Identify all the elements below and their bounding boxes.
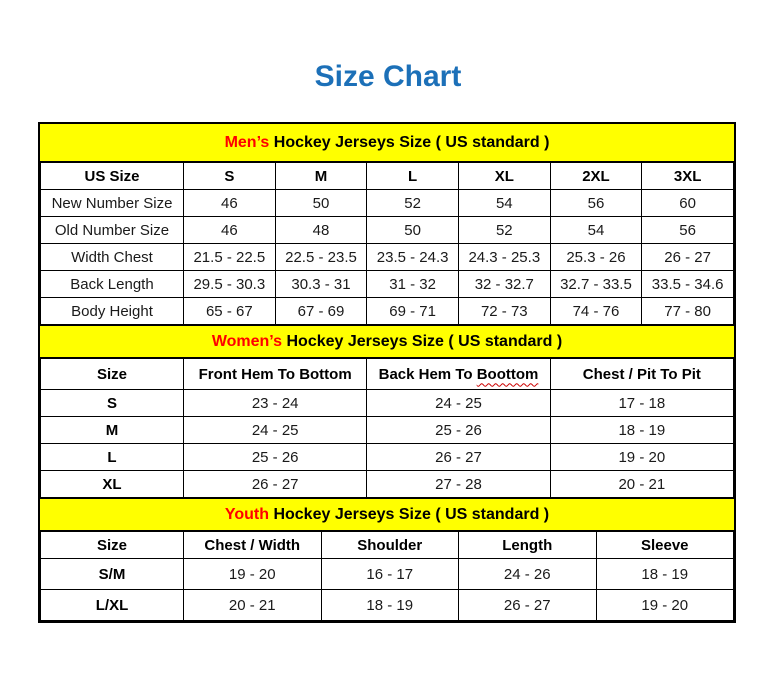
- womens-cell-value: 19 - 20: [550, 444, 733, 471]
- mens-cell-value: 77 - 80: [642, 298, 734, 325]
- youth-data-row: [41, 559, 734, 590]
- mens-section-band: [40, 124, 734, 162]
- mens-column-header: M: [275, 163, 367, 190]
- womens-cell-value: 18 - 19: [550, 417, 733, 444]
- womens-cell-value: 25 - 26: [367, 417, 550, 444]
- womens-cell-value: 24 - 25: [367, 390, 550, 417]
- womens-band-highlight: Women’s: [211, 332, 283, 350]
- page-title: Size Chart: [314, 60, 462, 93]
- womens-cell-value: 17 - 18: [550, 390, 733, 417]
- mens-cell-value: 60: [642, 190, 734, 217]
- mens-size-table: [40, 162, 734, 325]
- youth-cell-value: 18 - 19: [596, 559, 734, 590]
- youth-cell-value: 20 - 21: [184, 590, 322, 621]
- mens-cell-value: 46: [184, 190, 276, 217]
- womens-column-header: Back Hem To Boottom: [367, 359, 550, 390]
- mens-cell-value: 23.5 - 24.3: [367, 244, 459, 271]
- mens-cell-value: 72 - 73: [458, 298, 550, 325]
- womens-row-label: M: [41, 417, 184, 444]
- mens-cell-value: 32.7 - 33.5: [550, 271, 642, 298]
- womens-band-text: Hockey Jerseys Size ( US standard ): [282, 332, 563, 350]
- mens-cell-value: 22.5 - 23.5: [275, 244, 367, 271]
- mens-cell-value: 25.3 - 26: [550, 244, 642, 271]
- mens-column-header: US Size: [41, 163, 184, 190]
- size-tables-stack: [38, 122, 736, 623]
- youth-column-header: Chest / Width: [184, 532, 322, 559]
- mens-band-highlight: Men’s: [224, 133, 270, 151]
- mens-cell-value: 50: [367, 217, 459, 244]
- womens-section-band: [40, 325, 734, 358]
- womens-data-row: [41, 444, 734, 471]
- mens-column-header: S: [184, 163, 276, 190]
- mens-data-row: [41, 271, 734, 298]
- mens-row-label: Back Length: [41, 271, 184, 298]
- womens-cell-value: 26 - 27: [184, 471, 367, 498]
- mens-cell-value: 31 - 32: [367, 271, 459, 298]
- mens-column-header: 2XL: [550, 163, 642, 190]
- youth-cell-value: 18 - 19: [321, 590, 459, 621]
- mens-cell-value: 48: [275, 217, 367, 244]
- womens-data-row: [41, 390, 734, 417]
- mens-cell-value: 32 - 32.7: [458, 271, 550, 298]
- youth-cell-value: 16 - 17: [321, 559, 459, 590]
- womens-cell-value: 27 - 28: [367, 471, 550, 498]
- mens-cell-value: 67 - 69: [275, 298, 367, 325]
- womens-cell-value: 25 - 26: [184, 444, 367, 471]
- mens-cell-value: 52: [458, 217, 550, 244]
- mens-cell-value: 33.5 - 34.6: [642, 271, 734, 298]
- mens-cell-value: 54: [550, 217, 642, 244]
- mens-data-row: [41, 190, 734, 217]
- youth-band-highlight: Youth: [224, 505, 269, 523]
- mens-data-row: [41, 217, 734, 244]
- womens-row-label: S: [41, 390, 184, 417]
- mens-cell-value: 69 - 71: [367, 298, 459, 325]
- mens-row-label: Width Chest: [41, 244, 184, 271]
- womens-header-row: [41, 359, 734, 390]
- mens-column-header: 3XL: [642, 163, 734, 190]
- youth-cell-value: 19 - 20: [184, 559, 322, 590]
- youth-band-text: Hockey Jerseys Size ( US standard ): [269, 505, 550, 523]
- mens-size-section: [40, 124, 734, 325]
- mens-cell-value: 65 - 67: [184, 298, 276, 325]
- youth-size-table: [40, 531, 734, 621]
- womens-column-header: Front Hem To Bottom: [184, 359, 367, 390]
- mens-row-label: Body Height: [41, 298, 184, 325]
- womens-column-header: Size: [41, 359, 184, 390]
- mens-cell-value: 29.5 - 30.3: [184, 271, 276, 298]
- womens-cell-value: 23 - 24: [184, 390, 367, 417]
- womens-data-row: [41, 471, 734, 498]
- youth-column-header: Sleeve: [596, 532, 734, 559]
- womens-column-header: Chest / Pit To Pit: [550, 359, 733, 390]
- mens-cell-value: 52: [367, 190, 459, 217]
- mens-cell-value: 24.3 - 25.3: [458, 244, 550, 271]
- womens-row-label: XL: [41, 471, 184, 498]
- womens-cell-value: 20 - 21: [550, 471, 733, 498]
- youth-row-label: L/XL: [41, 590, 184, 621]
- mens-band-text: Hockey Jerseys Size ( US standard ): [269, 133, 550, 151]
- womens-cell-value: 26 - 27: [367, 444, 550, 471]
- mens-cell-value: 54: [458, 190, 550, 217]
- youth-cell-value: 24 - 26: [459, 559, 597, 590]
- youth-header-row: [41, 532, 734, 559]
- womens-size-section: [40, 325, 734, 498]
- mens-cell-value: 26 - 27: [642, 244, 734, 271]
- mens-header-row: [41, 163, 734, 190]
- mens-column-header: L: [367, 163, 459, 190]
- mens-cell-value: 74 - 76: [550, 298, 642, 325]
- mens-cell-value: 56: [550, 190, 642, 217]
- mens-cell-value: 21.5 - 22.5: [184, 244, 276, 271]
- youth-section-band: [40, 498, 734, 531]
- womens-data-row: [41, 417, 734, 444]
- womens-row-label: L: [41, 444, 184, 471]
- youth-data-row: [41, 590, 734, 621]
- mens-cell-value: 30.3 - 31: [275, 271, 367, 298]
- mens-cell-value: 50: [275, 190, 367, 217]
- youth-size-section: [40, 498, 734, 621]
- mens-column-header: XL: [458, 163, 550, 190]
- youth-cell-value: 19 - 20: [596, 590, 734, 621]
- womens-size-table: [40, 358, 734, 498]
- mens-cell-value: 56: [642, 217, 734, 244]
- spellcheck-squiggle: Boottom: [476, 365, 539, 383]
- youth-cell-value: 26 - 27: [459, 590, 597, 621]
- mens-cell-value: 46: [184, 217, 276, 244]
- mens-data-row: [41, 244, 734, 271]
- youth-column-header: Shoulder: [321, 532, 459, 559]
- mens-row-label: Old Number Size: [41, 217, 184, 244]
- mens-data-row: [41, 298, 734, 325]
- mens-row-label: New Number Size: [41, 190, 184, 217]
- youth-column-header: Length: [459, 532, 597, 559]
- youth-column-header: Size: [41, 532, 184, 559]
- womens-cell-value: 24 - 25: [184, 417, 367, 444]
- youth-row-label: S/M: [41, 559, 184, 590]
